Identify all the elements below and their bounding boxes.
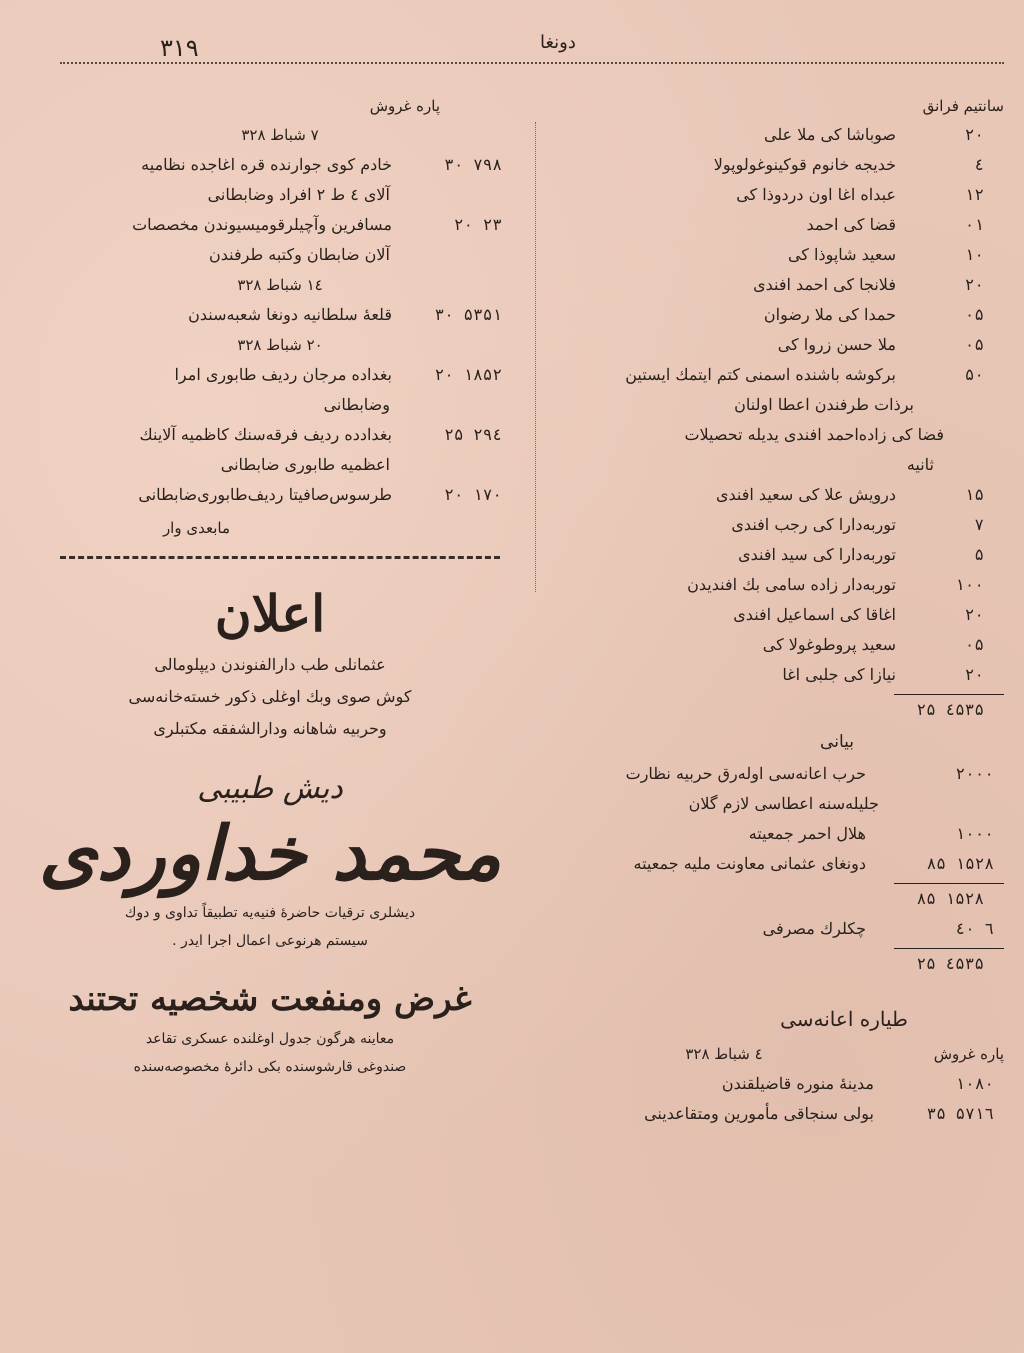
right-column: [564, 92, 1004, 1129]
list-item: ۱۰۸۰ مدینهٔ منوره قاضیلقندن: [721, 1074, 994, 1093]
statement-list: [564, 759, 1004, 979]
left-column: [30, 92, 510, 1081]
list-item: ۲۰ اغاقا کی اسماعیل افندی: [733, 605, 984, 624]
list-item: ۲۰ فلانجا کی احمد افندی: [753, 275, 984, 294]
advert-line: عثمانلی طب دارالفنوندن دیپلومالی: [154, 655, 386, 674]
continuation-line: جلیله‌سنه اعطاسی لازم گلان: [688, 794, 879, 813]
header-rule: [60, 62, 1004, 66]
continuation-line: آلان ضابطان وکتبه طرفندن: [208, 245, 390, 264]
date-heading: ۲۰ شباط ۳۲۸: [237, 336, 323, 354]
list-item: ۵ توربه‌دارا کی سید افندی: [738, 545, 984, 564]
continuation-line: وضابطانی: [323, 395, 390, 414]
continuation-line: اعظمیه طابوری ضابطانی: [220, 455, 390, 474]
running-title: دونغا: [540, 32, 576, 53]
list-item: ۲۵ ۲۹٤ بغدادده ردیف فرقه‌سنك کاظمیه آلاینك: [139, 425, 502, 444]
list-item: ۱۰۰۰ هلال احمر جمعیته: [748, 824, 994, 843]
list-item: ۳۰ ۷۹۸ خادم کوی جوارنده قره اغاجده نظامیه: [141, 155, 502, 174]
list-item: ۵۰ برکوشه باشنده اسمنی کتم ایتمك ایستین: [625, 365, 984, 384]
list-item: ۰۵ ملا حسن زروا کی: [777, 335, 984, 354]
page-number: ۳۱۹: [160, 34, 199, 62]
list-item: ۰۱ قضا کی احمد: [806, 215, 984, 234]
advert-line: معاینه هرگون جدول اوغلنده عسکری تقاعد: [145, 1031, 395, 1047]
list-item: ۳۵ ۵۷۱٦ بولی سنجاقی مأمورین ومتقاعدینی: [644, 1104, 994, 1123]
list-item: ۱۰۰ توربه‌دار زاده سامی بك افندیدن: [687, 575, 984, 594]
list-item: ۲۰ ۱۸۵۲ بغداده مرجان ردیف طابوری امرا: [174, 365, 502, 384]
advert-line: وحربیه شاهانه ودارالشفقه مکتبلری: [153, 719, 387, 738]
donor-list-1: [564, 120, 1004, 725]
date-heading: ۷ شباط ۳۲۸: [241, 126, 319, 144]
continuation-line: فضا کی زاده‌احمد افندی یدیله تحصیلات: [684, 425, 944, 444]
advert-line: دیشلری ترقیات حاضرهٔ فنیه‌یه تطبیقاً تداوی و دوك: [124, 905, 416, 921]
list-item: ۱۰ سعید شاپوذا کی: [787, 245, 984, 264]
continued-note: مابعدی وار: [162, 519, 230, 537]
subtotal-amount: ۸۵ ۱۵۲۸: [916, 889, 984, 908]
list-item: ۲۰ ۱۷۰ طرسوس‌صافیتا ردیف‌طابوری‌ضابطانی: [138, 485, 502, 504]
list-item: ۱۲ عبداه اغا اون دردوذا کی: [736, 185, 984, 204]
list-item: ۸۵ ۱۵۲۸ دونغای عثمانی معاونت ملیه جمعیته: [633, 854, 994, 873]
list-item: ۷ توربه‌دارا کی رجب افندی: [731, 515, 984, 534]
advertisement: [30, 579, 510, 1081]
advert-line: سیستم هرنوعی اعمال اجرا ایدر .: [172, 933, 368, 949]
list-item: ۳۰ ۵۳۵۱ قلعهٔ سلطانیه دونغا شعبه‌سندن: [188, 305, 502, 324]
list-item: ۲۰۰۰ حرب اعانه‌سی اوله‌رق حربیه نظارت: [625, 764, 994, 783]
dashed-divider: [60, 556, 500, 559]
grand-total-amount: ۲۵ ٤۵۳۵: [916, 954, 984, 973]
list-item: ٤ خدیجه خانوم قوکینوغولوپولا: [713, 155, 984, 174]
columns: [30, 92, 1004, 1332]
right-column-header: سانتیم فرانق: [922, 97, 1004, 115]
column-divider: [535, 122, 536, 592]
advert-line: کوش صوی وبك اوغلی ذکور خسته‌خانه‌سی: [128, 687, 412, 706]
total-amount: ۲۵ ٤۵۳۵: [916, 700, 984, 719]
continuation-line: ثانیه: [906, 455, 934, 474]
continuation-line: آلای ٤ ط ۲ افراد وضابطانی: [207, 185, 390, 204]
taiyare-header: پاره غروش ٤ شباط ۳۲۸: [685, 1045, 1004, 1063]
list-item: ۲۰ ۲۳ مسافرین وآچیلرقومیسیوندن مخصصات: [132, 215, 502, 234]
list-item: ۲۰ صوباشا کی ملا علی: [764, 125, 984, 144]
section-heading: طیاره اعانه‌سی: [780, 1007, 908, 1031]
advert-slogan: غرض ومنفعت شخصیه تحتند: [68, 979, 472, 1019]
section-heading: بیانی: [820, 732, 854, 752]
list-item: ۲۰ نیازا کی جلبی اغا: [782, 665, 984, 684]
list-item: ۰۵ سعید پروطوغولا کی: [762, 635, 984, 654]
advert-name: محمد خداوردی: [38, 811, 502, 897]
advert-subtitle: دیش طبیبی: [197, 771, 343, 806]
advert-title: اعلان: [214, 584, 326, 643]
advert-line: صندوغی قارشوسنده بکی دائرهٔ مخصوصه‌سنده: [133, 1059, 407, 1075]
list-item: ۰۵ حمدا کی ملا رضوان: [763, 305, 984, 324]
list-item: ۱۵ درویش علا کی سعید افندی: [715, 485, 984, 504]
date-heading: ۱٤ شباط ۳۲۸: [237, 276, 323, 294]
left-column-header: پاره غروش: [369, 97, 440, 115]
list-item: ٤۰ ٦ چکلرك مصرفی: [762, 919, 994, 938]
continuation-line: برذات طرفندن اعطا اولنان: [734, 395, 914, 414]
